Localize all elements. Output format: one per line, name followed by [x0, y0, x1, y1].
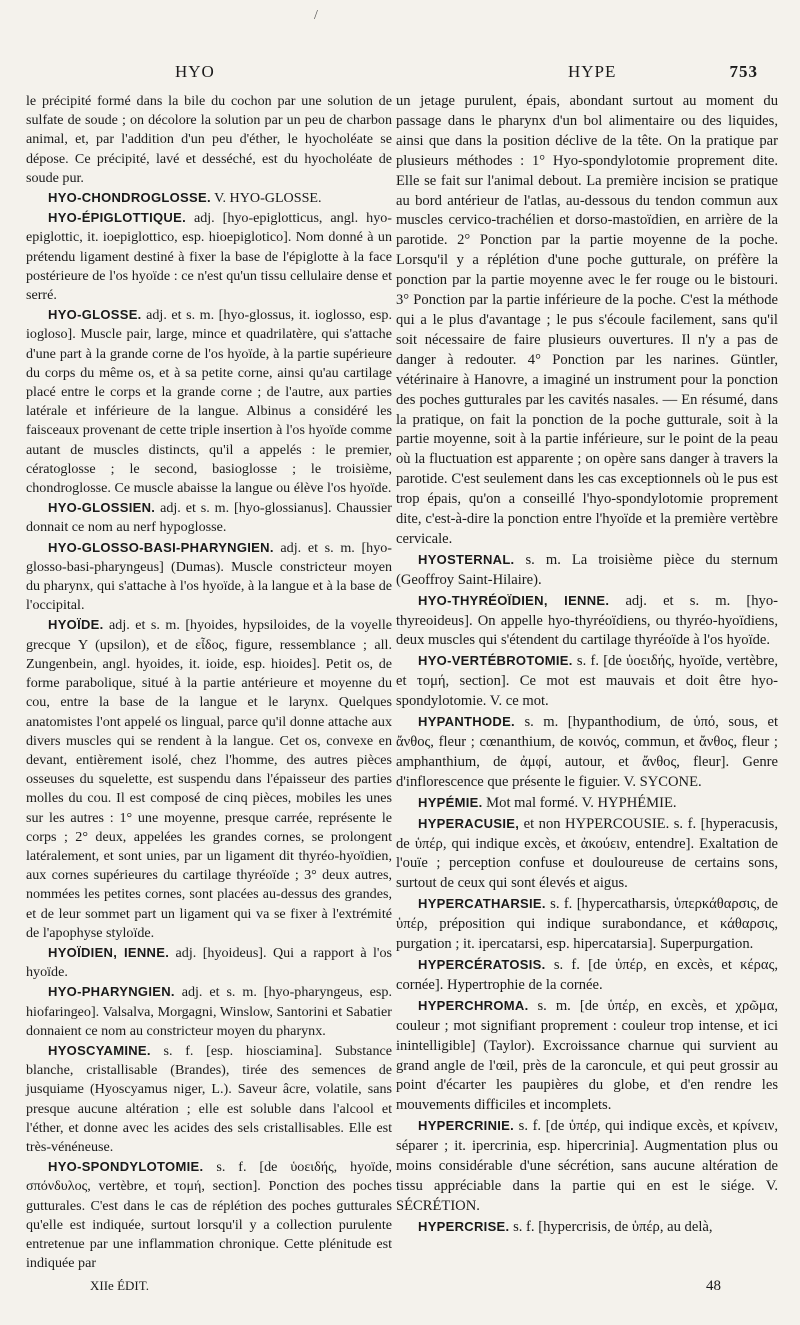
dictionary-entry — [26, 498, 392, 537]
entry-continuation — [26, 92, 392, 188]
entry-text: s. f. [esp. hiosciamina]. Substance blanche, cristallisable (Brandes), tirée des semences de jusquiame (Hyoscyamus niger, L.). Saveur âcre, volatile, sans presque aucune altération ; elle est soluble dans l'alcool et l'éther, et donne avec les acides des sels cristallisables. Elle est très-vénéneuse. — [26, 1042, 392, 1155]
entry-text: s. m. [hypanthodium, de ὑπό, sous, et ἄνθος, fleur ; cœnanthium, de κοινός, commun, et ἄνθος, fleur ; amphanthium, de ἀμφί, autour, et ἄνθος, fleur]. Genre d'inflorescence que présente le figuier. V. SYCONE. — [396, 714, 778, 790]
running-header — [20, 62, 780, 86]
entry-headword: HYPERCATHARSIE. — [418, 896, 546, 912]
entry-headword: HYPERCÉRATOSIS. — [418, 956, 546, 972]
entry-text: adj. et s. m. [hyo-pharyngeus, esp. hiofaringeo]. Valsalva, Morgagni, Winslow, Santorini et Sabatier donnaient ce nom au constricteur moyen du pharynx. — [26, 984, 392, 1039]
entry-text: adj. [hyoideus]. Qui a rapport à l'os hyoïde. — [26, 944, 392, 981]
entry-text: s. f. [de ὑπέρ, en excès, et κέρας, cornée]. Hypertrophie de la cornée. — [396, 956, 778, 993]
dictionary-entry — [396, 651, 778, 712]
dictionary-entry — [396, 1116, 778, 1217]
entry-headword: HYO-PHARYNGIEN. — [48, 984, 175, 1000]
page-number: 753 — [729, 62, 758, 81]
dictionary-entry — [396, 1217, 778, 1238]
entry-continuation — [396, 92, 778, 550]
entry-headword: HYOSCYAMINE. — [48, 1042, 151, 1058]
dictionary-entry — [26, 305, 392, 498]
entry-headword: HYO-GLOSSIEN. — [48, 500, 156, 516]
dictionary-entry — [26, 208, 392, 305]
entry-text: Mot mal formé. V. HYPHÉMIE. — [482, 794, 677, 811]
entry-text: adj. et s. m. [hyo-glosso-basi-pharyngeus] (Dumas). Muscle constricteur moyen du pharynx, qui s'attache à l'os hyoïde, à la langue et à la base de l'occipital. — [26, 539, 392, 614]
dictionary-entry — [26, 615, 392, 942]
dictionary-entry — [26, 943, 392, 982]
entry-headword: HYPERCRISE. — [418, 1218, 510, 1234]
entry-headword: HYO-CHONDROGLOSSE. — [48, 190, 211, 206]
entry-text: s. m. [de ὑπέρ, en excès, et χρῶμα, couleur ; mot signifiant proprement : couleur trop intense, et ici inintelligible] (Taylor). Excroissance charnue qui survient au grand angle de l'œil, près de la caroncule, et qui peut grossir au point d'écarter les paupières du globe, et d'en rendre les mouvements difficiles et incomplets. — [396, 997, 778, 1114]
dictionary-entry — [396, 793, 778, 814]
dictionary-entry — [26, 1157, 392, 1273]
entry-text: s. f. [de ὑπέρ, qui indique excès, et κρίνειν, séparer ; it. ipercrinia, esp. hipercrinia]. Augmentation plus ou moins considérable d'une sécrétion, sans aucune altération de tissu appréciable dans la partie qui en est le siége. V. SÉCRÉTION. — [396, 1118, 778, 1214]
dictionary-entry — [26, 538, 392, 616]
entry-text: s. f. [de ὑοειδής, hyoïde, vertèbre, et τομή, section]. Ce mot est mauvais et doit être hyo-spondylotomie. V. ce mot. — [396, 653, 778, 710]
entry-text: s. f. [de ὑοειδής, hyoïde, σπόνδυλος, vertèbre, et τομή, section]. Ponction des poches gutturales. C'est dans le cas de réplétion des poches gutturales qu'elle est indiquée, surtout lorsqu'il y a collection purulente entretenue par une inflammation chronique. Cette plénitude est indiquée par — [26, 1159, 392, 1272]
entry-text: et non HYPERCOUSIE. s. f. [hyperacusis, de ὑπέρ, qui indique excès, et ἀκούειν, entendre]. Exaltation de l'ouïe ; perception confuse et douloureuse de certains sons, surtout de ceux qui sont élevés et aigus. — [396, 815, 778, 892]
dictionary-entry — [396, 955, 778, 996]
entry-text: adj. et s. m. [hyo-glossus, it. ioglosso, esp. iogloso]. Muscle pair, large, mince et quadrilatère, qui s'attache d'une part à la grande corne de l'os hyoïde, à la partie supérieure du corps du même os, et à sa petite corne, ainsi qu'au cartilage placé entre le corps et la grande corne ; de l'autre, aux parties latérale et inférieure de la langue. Albinus a considéré les faisceaux provenant de cette triple insertion à l'os hyoïde comme autant de muscles distincts, qu'il a appelés : le premier, cératoglosse ; le second, basioglosse ; le troisième, chondroglosse. Ce muscle abaisse la langue ou élève l'os hyoïde. — [26, 307, 392, 497]
entry-headword: HYOÏDE. — [48, 617, 104, 633]
dictionary-entry — [396, 591, 778, 652]
entry-headword: HYPANTHODE. — [418, 714, 515, 730]
entry-text: adj. [hyo-epiglotticus, angl. hyo-epiglottic, it. ioepiglottico, esp. hioepiglotico]. Nom donné à un prétendu ligament destiné à fixer la base de l'épiglotte à la face postérieure de l'os hyoïde : ce n'est qu'un tissu cellulaire dense et serré. — [26, 210, 392, 304]
dictionary-entry — [396, 894, 778, 955]
entry-headword: HYO-ÉPIGLOTTIQUE. — [48, 210, 186, 226]
entry-headword: HYO-THYRÉOÏDIEN, IENNE. — [418, 592, 610, 608]
dictionary-entry — [26, 982, 392, 1041]
edition-signature: XIIe ÉDIT. — [90, 1278, 149, 1293]
sheet-signature: 48 — [706, 1278, 721, 1294]
page-mark: / — [314, 8, 318, 23]
entry-headword: HYPERCRINIE. — [418, 1118, 515, 1134]
entry-headword: HYO-SPONDYLOTOMIE. — [48, 1159, 204, 1175]
dictionary-entry — [396, 712, 778, 793]
dictionary-entry — [26, 188, 392, 208]
entry-headword: HYO-GLOSSE. — [48, 307, 142, 323]
entry-text: adj. et s. m. [hyo-glossianus]. Chaussier donnait ce nom au nerf hypoglosse. — [26, 500, 392, 536]
entry-headword: HYPERACUSIE, — [418, 815, 520, 831]
entry-text: le précipité formé dans la bile du cochon par une solution de sulfate de soude ; on décolore la solution par un peu de charbon animal, et, par l'addition d'un peu d'éther, le hyocholéate se dépose. Ce précipité, lavé et desséché, est du hyocholéate de soude pur. — [26, 93, 392, 186]
dictionary-entry — [396, 550, 778, 591]
dictionary-entry — [396, 814, 778, 895]
entry-headword: HYPERCHROMA. — [418, 997, 529, 1013]
entry-headword: HYOÏDIEN, IENNE. — [48, 944, 170, 960]
dictionary-entry — [26, 1041, 392, 1157]
entry-text: s. m. La troisième pièce du sternum (Geoffroy Saint-Hilaire). — [396, 551, 778, 588]
entry-text: un jetage purulent, épais, abondant surtout au moment du passage dans le pharynx d'un bol alimentaire ou des liquides, ainsi que dans la position déclive de la tête. On la pratique par plusieurs méthodes : 1° Hyo-spondylotomie proprement dite. Elle se fait sur l'animal debout. La première incision se pratique au bord antérieur de l'atlas, au-dessous du tendon commun aux muscles cervico-trachélien et dorso-mastoïdien, en arrière de la parotide. 2° Ponction par la partie moyenne de la poche. Lorsqu'il y a réplétion d'une poche gutturale, on préfère la ponction par la partie moyenne avec le fer rouge ou le bistouri. 3° Ponction par la partie inférieure de la poche. C'est la méthode qui a le plus d'avantage ; le pus s'écoule facilement, sans qu'il soit nécessaire de faire plusieurs ouvertures. Il n'y a pas de danger à redouter. 4° Ponction par les narines. Güntler, vétérinaire à Hanovre, a imaginé un instrument pour la ponction des poches gutturales par les cavités nasales. — En résumé, dans la pratique, on fait la ponction de la poche gutturale, soit à la partie moyenne, soit à la partie inférieure, sur le point de la peau où la fluctuation est apparente ; on opère sans danger à travers la parotide. C'est seulement dans les cas exceptionnels où le pus est trop épais, qu'on a conseillé l'hyo-spondylotomie proprement dite, c'est-à-dire la ponction entre l'hyoïde et la première vertèbre cervicale. — [396, 93, 778, 547]
entry-headword: HYO-GLOSSO-BASI-PHARYNGIEN. — [48, 539, 274, 555]
entry-text: adj. et s. m. [hyo-thyreoideus]. On appelle hyo-thyréoïdiens, ou thyréo-hyoïdiens, deux muscles qui s'étendent du cartilage thyréoïde à l'os hyoïde. — [396, 592, 778, 649]
right-column — [396, 92, 778, 1238]
entry-headword: HYOSTERNAL. — [418, 551, 515, 567]
entry-headword: HYO-VERTÉBROTOMIE. — [418, 653, 573, 669]
entry-text: s. f. [hypercrisis, de ὑπέρ, au delà, — [509, 1218, 713, 1235]
dictionary-entry — [396, 996, 778, 1116]
header-right-guide-word: HYPE — [568, 62, 617, 81]
header-left-guide-word: HYO — [175, 62, 215, 81]
entry-text: adj. et s. m. [hyoides, hypsiloides, de la voyelle grecque Υ (upsilon), et de εἶδος, figure, ressemblance ; all. Zungenbein, angl. hyoides, it. ioide, esp. hioides]. Petit os, de forme parabolique, situé à la partie antérieure et moyenne du cou, entre la base de la langue et le larynx. Quelques anatomistes l'ont appelé os lingual, parce qu'il donne attache aux divers muscles qui se rendent à la langue. Cet os, convexe en devant, entièrement isolé, chez l'homme, des autres pièces osseuses du squelette, est suspendu dans l'épaisseur des parties molles du cou. Il est composé de cinq pièces, mobiles les unes sur les autres : 1° une moyenne, presque carrée, représente le corps ; 2° deux, appelées les grandes cornes, se prolongent latéralement, et sont unies, par un ligament dit thyréo-hyoïdien, aux cornes supérieures du cartilage thyréoïde ; 3° deux autres, nommées les petites cornes, sont placées au-dessus des grandes, et de leur sommet part un ligament qui va se fixer à l'extrémité de l'apophyse styloïde. — [26, 617, 392, 941]
entry-headword: HYPÉMIE. — [418, 794, 483, 810]
left-column — [26, 92, 392, 1273]
entry-text: s. f. [hypercatharsis, ὑπερκάθαρσις, de ὑπέρ, préposition qui indique surabondance, et κάθαρσις, purgation ; it. ipercatarsi, esp. hipercatarsia]. Superpurgation. — [396, 896, 778, 953]
page-footer — [0, 1278, 800, 1300]
entry-text: V. HYO-GLOSSE. — [210, 190, 322, 207]
